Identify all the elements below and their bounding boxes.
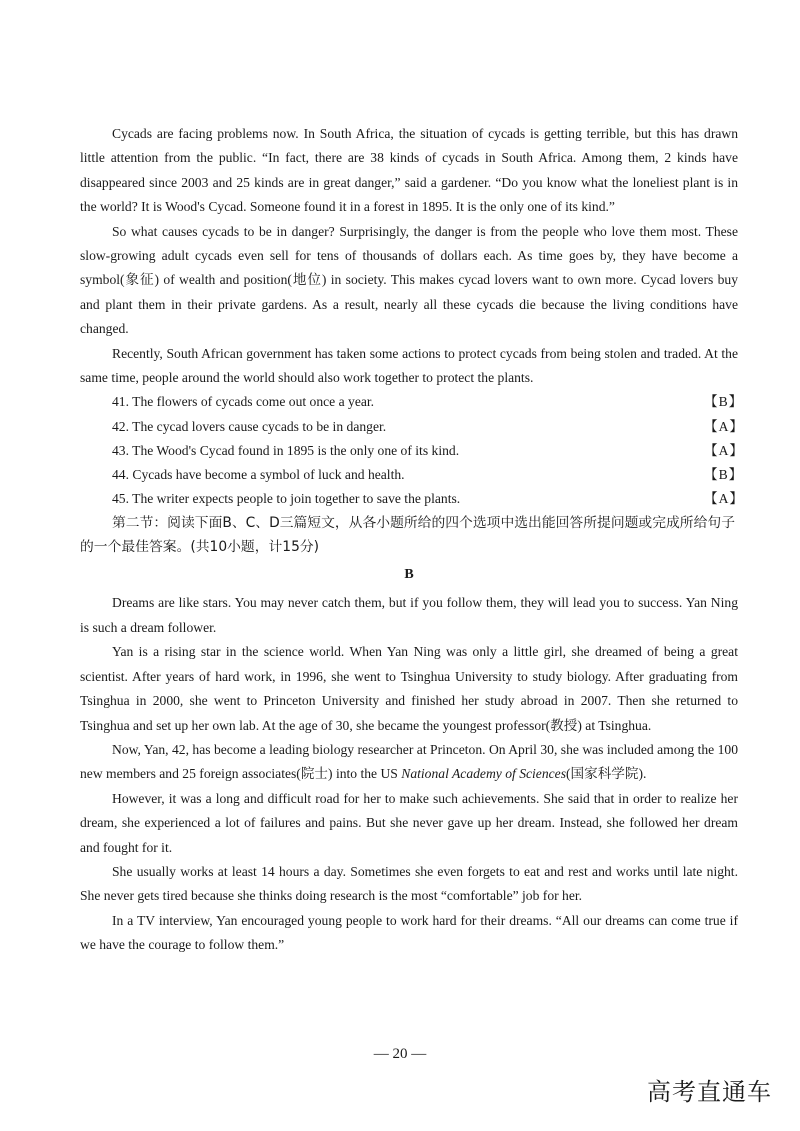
- nas-text-before: Now, Yan, 42, has become a leading biology researcher at Princeton. On April 30, she was included among the 100 new members and 25 foreign associates(院士) into the US: [80, 741, 738, 782]
- passage-a-paragraph-1: Cycads are facing problems now. In South Africa, the situation of cycads is getting terrible, but this has drawn little attention from the public. “In fact, there are 38 kinds of cycads in South Africa. Among them, 2 kinds have disappeared since 2003 and 25 kinds are in great danger,” said a gardener. “Do you know what the loneliest plant is in the world? It is Wood's Cycad. Someone found it in a forest in 1895. It is the only one of its kind.”: [80, 126, 738, 215]
- nas-text-after: (国家科学院).: [565, 766, 647, 782]
- watermark-logo: 高考直通车: [647, 1078, 772, 1106]
- answer-mark: 【A】: [704, 491, 745, 507]
- question-item: [80, 390, 744, 414]
- section-two-instruction: 第二节：阅读下面B、C、D三篇短文，从各小题所给的四个选项中选出能回答所提问题或完成所给句子的一个最佳答案。(共10小题，计15分): [80, 515, 735, 556]
- true-false-question-list: [80, 390, 745, 511]
- question-item: [80, 439, 745, 463]
- question-text: 41. The flowers of cycads come out once a year.: [112, 394, 375, 410]
- question-item: [80, 463, 744, 487]
- passage-b-paragraph-6: In a TV interview, Yan encouraged young people to work hard for their dreams. “All our dreams can come true if we have the courage to follow them.”: [80, 912, 738, 953]
- answer-mark: 【B】: [704, 467, 744, 483]
- passage-b-heading: B: [404, 567, 414, 583]
- question-item: [80, 487, 745, 511]
- passage-b-paragraph-4: However, it was a long and difficult road for her to make such achievements. She said that in order to realize her dream, she experienced a lot of failures and pains. But she never gave up her dream. Instead, she followed her dream and fought for it.: [80, 790, 738, 855]
- nas-italic-name: National Academy of Sciences: [401, 766, 566, 782]
- question-text: 45. The writer expects people to join together to save the plants.: [112, 491, 461, 507]
- passage-a-paragraph-3: Recently, South African government has taken some actions to protect cycads from being stolen and traded. At the same time, people around the world should also work together to protect the plants.: [80, 345, 738, 386]
- question-text: 42. The cycad lovers cause cycads to be in danger.: [112, 418, 387, 434]
- passage-b-paragraph-5: She usually works at least 14 hours a day. Sometimes she even forgets to eat and rest and works until late night. She never gets tired because she thinks doing research is the most “comfortable” job for her.: [80, 863, 738, 904]
- passage-b-paragraph-2: Yan is a rising star in the science world. When Yan Ning was only a little girl, she dreamed of being a great scientist. After years of hard work, in 1996, she went to Tsinghua University to study biology. After graduating from Tsinghua in 2000, she went to Princeton University and finished her study abroad in 2007. Then she returned to Tsinghua and set up her own lab. At the age of 30, she became the youngest professor(教授) at Tsinghua.: [80, 644, 738, 733]
- answer-mark: 【B】: [704, 394, 744, 410]
- exam-page: [80, 122, 745, 958]
- passage-a-paragraph-2: So what causes cycads to be in danger? Surprisingly, the danger is from the people who love them most. These slow-growing adult cycads even sell for tens of thousands of dollars each. As time goes by, they have become a symbol(象征) of wealth and position(地位) in society. This makes cycad lovers want to own more. Cycad lovers buy and plant them in their private gardens. As a result, nearly all these cycads die because the living conditions have changed.: [80, 223, 738, 337]
- passage-b-paragraph-3: [80, 738, 738, 787]
- page-number: — 20 —: [373, 1046, 427, 1062]
- question-text: 44. Cycads have become a symbol of luck and health.: [112, 467, 405, 483]
- question-text: 43. The Wood's Cycad found in 1895 is the only one of its kind.: [112, 442, 460, 458]
- answer-mark: 【A】: [704, 418, 745, 434]
- question-item: [80, 415, 745, 439]
- passage-b-paragraph-1: Dreams are like stars. You may never catch them, but if you follow them, they will lead you to success. Yan Ning is such a dream follower.: [80, 595, 738, 635]
- answer-mark: 【A】: [704, 442, 745, 458]
